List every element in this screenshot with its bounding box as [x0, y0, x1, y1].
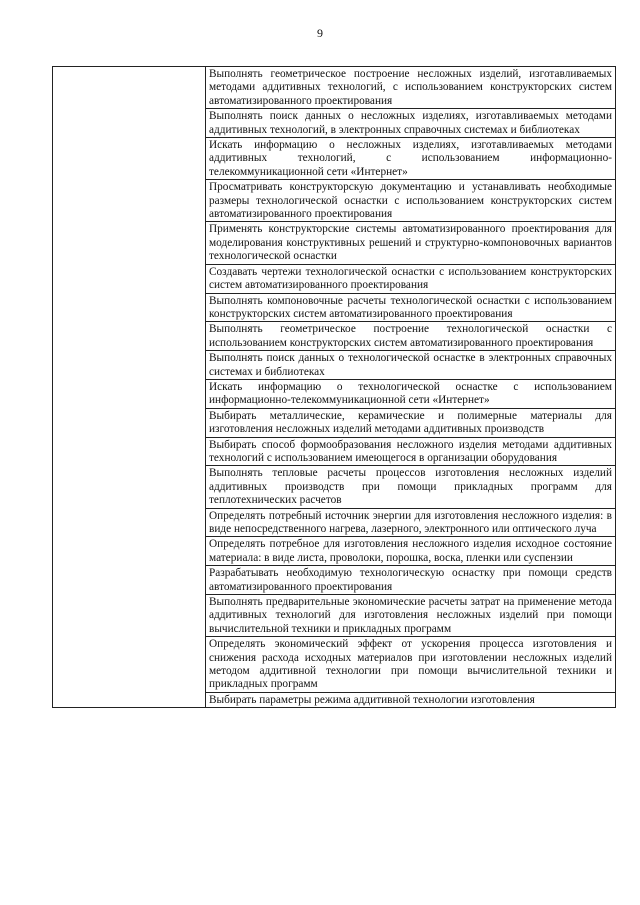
page-number: 9: [317, 26, 323, 40]
skill-cell: Выполнять тепловые расчеты процессов изготовления несложных изделий аддитивных производств при помощи прикладных программ для теплотехнических расчетов: [206, 466, 616, 508]
skill-cell: Разрабатывать необходимую технологическую оснастку при помощи средств автоматизированного проектирования: [206, 566, 616, 595]
skill-cell: Выбирать металлические, керамические и полимерные материалы для изготовления несложных изделий методами аддитивных производств: [206, 408, 616, 437]
skill-cell: Выполнять предварительные экономические расчеты затрат на применение метода аддитивных технологий для изготовления несложных изделий при помощи вычислительной техники и прикладных программ: [206, 595, 616, 637]
left-column-cell: [53, 67, 206, 708]
skill-cell: Выполнять компоновочные расчеты технологической оснастки с использованием конструкторских систем автоматизированного проектирования: [206, 293, 616, 322]
skill-cell: Определять потребный источник энергии для изготовления несложного изделия: в виде непосредственного нагрева, лазерного, электронного или оптического луча: [206, 508, 616, 537]
table-row: [53, 67, 616, 109]
skill-cell: Просматривать конструкторскую документацию и устанавливать необходимые размеры технологической оснастки с использованием конструкторских систем автоматизированного проектирования: [206, 180, 616, 222]
skills-table: [52, 66, 616, 708]
skill-cell: Искать информацию о технологической оснастке с использованием информационно-телекоммуникационной сети «Интернет»: [206, 379, 616, 408]
skill-cell: Выбирать способ формообразования несложного изделия методами аддитивных технологий с использованием имеющегося в организации оборудования: [206, 437, 616, 466]
skill-cell: Выполнять поиск данных о несложных изделиях, изготавливаемых методами аддитивных технологий, в электронных справочных системах и библиотеках: [206, 109, 616, 138]
skill-cell: Определять потребное для изготовления несложного изделия исходное состояние материала: в виде листа, проволоки, порошка, воска, пленки или суспензии: [206, 537, 616, 566]
skills-table-body: [53, 67, 616, 708]
skill-cell: Определять экономический эффект от ускорения процесса изготовления и снижения расхода исходных материалов при изготовлении несложных изделий методом аддитивной технологии при помощи вычислительной техники и прикладных программ: [206, 637, 616, 693]
skill-cell: Выполнять геометрическое построение несложных изделий, изготавливаемых методами аддитивных технологий, с использованием конструкторских систем автоматизированного проектирования: [206, 67, 616, 109]
skill-cell: Применять конструкторские системы автоматизированного проектирования для моделирования конструктивных решений и структурно-компоновочных вариантов технологической оснастки: [206, 222, 616, 264]
skill-cell: Выполнять геометрическое построение технологической оснастки с использованием конструкторских систем автоматизированного проектирования: [206, 322, 616, 351]
skill-cell: Выполнять поиск данных о технологической оснастке в электронных справочных системах и библиотеках: [206, 351, 616, 380]
skill-cell: Выбирать параметры режима аддитивной технологии изготовления: [206, 692, 616, 707]
skill-cell: Создавать чертежи технологической оснастки с использованием конструкторских систем автоматизированного проектирования: [206, 264, 616, 293]
skill-cell: Искать информацию о несложных изделиях, изготавливаемых методами аддитивных технологий, с использованием информационно-телекоммуникационной сети «Интернет»: [206, 138, 616, 180]
